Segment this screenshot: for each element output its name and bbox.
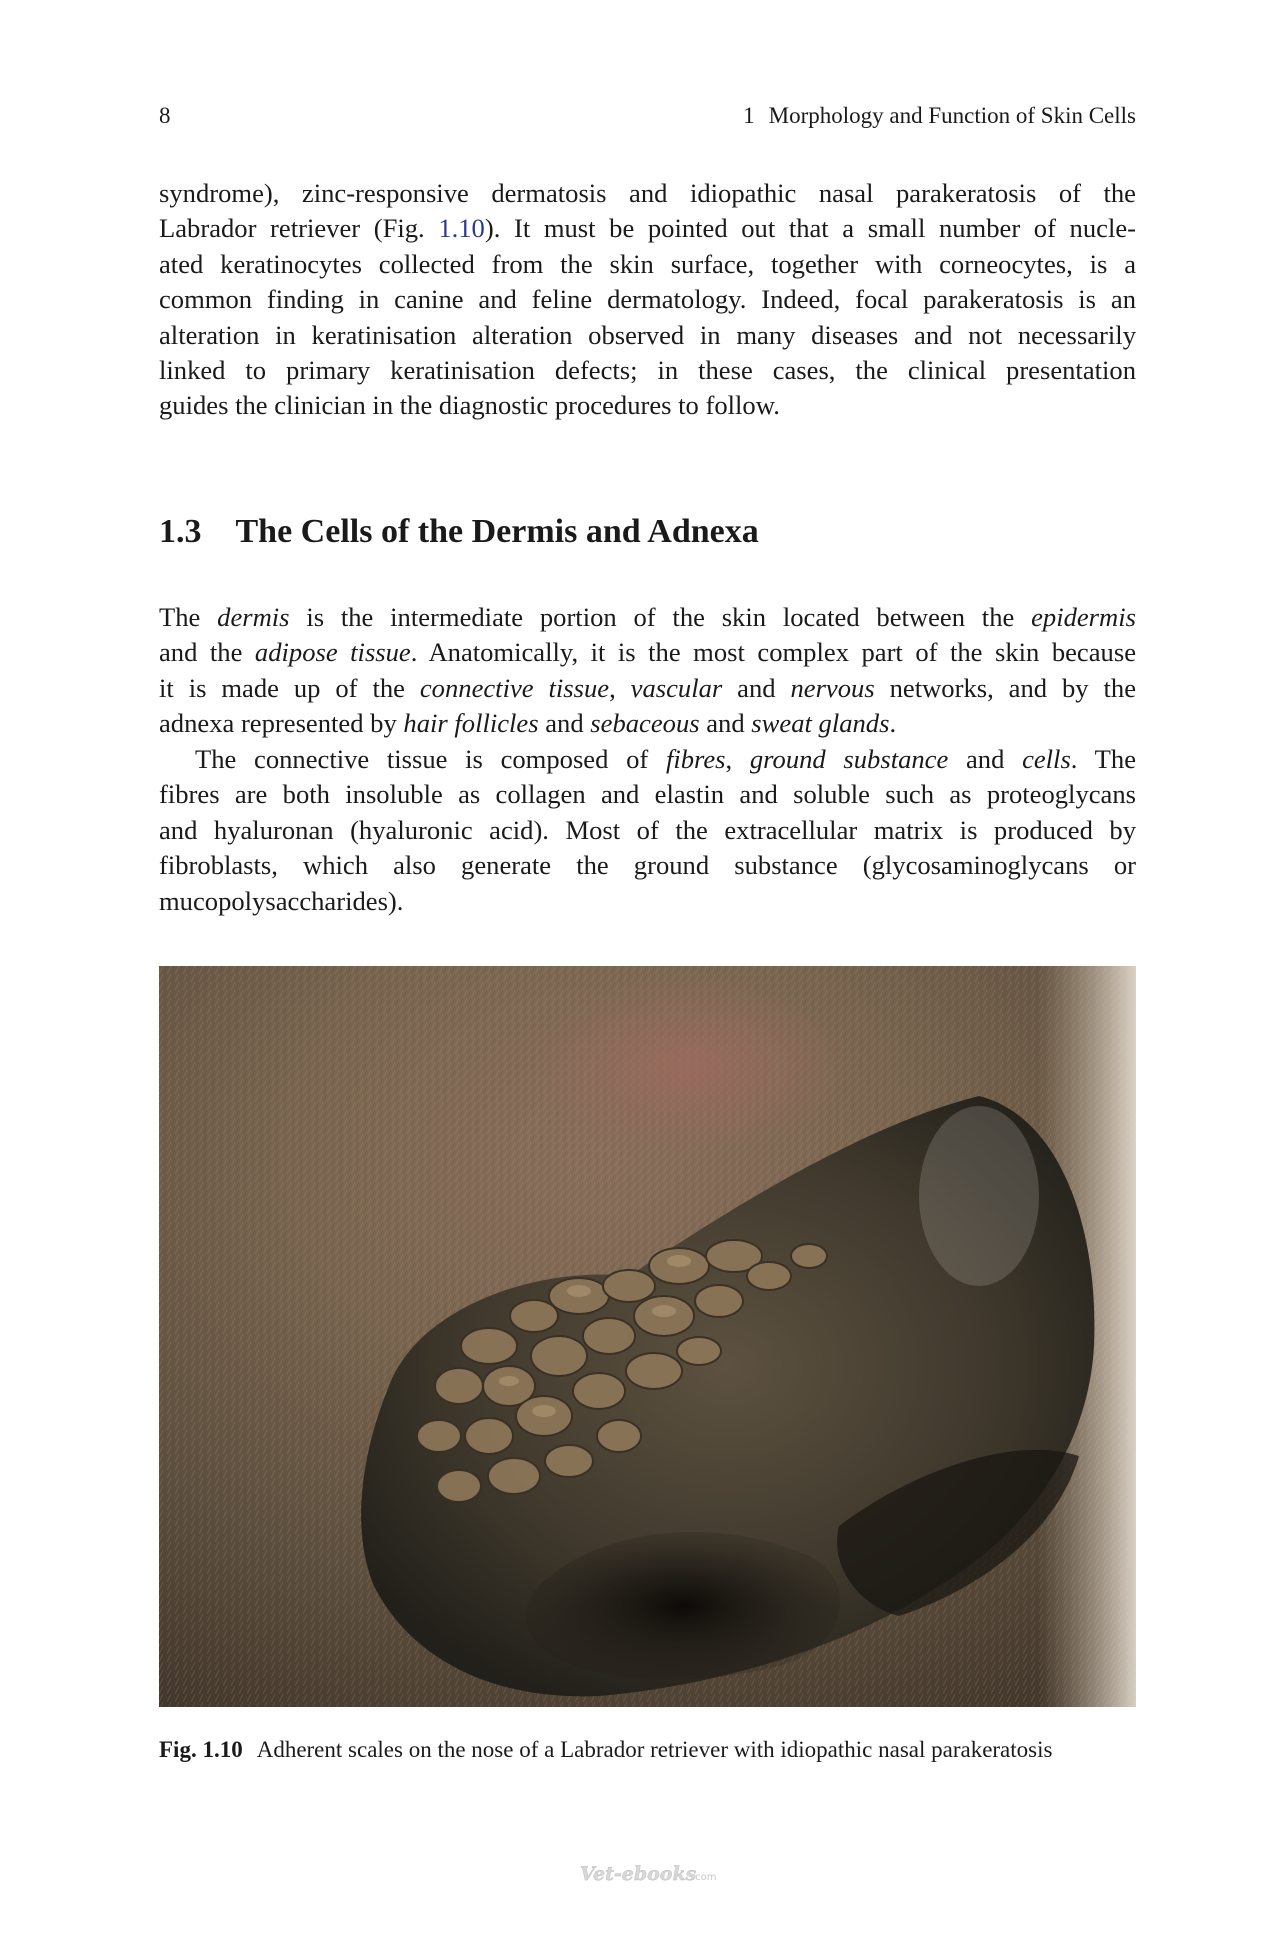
svg-text:Vet-ebooks: Vet-ebooks	[580, 1863, 697, 1885]
section-heading	[159, 510, 759, 554]
section-title: The Cells of the Dermis and Adnexa	[235, 513, 759, 550]
svg-text:.com: .com	[692, 1872, 717, 1883]
section-number: 1.3	[159, 513, 202, 550]
chapter-running-title	[743, 100, 1136, 132]
figure-caption	[159, 1735, 1149, 1765]
text-line: guides the clinician in the diagnostic procedures to follow.	[159, 390, 780, 421]
figure-label: Fig. 1.10	[159, 1737, 243, 1762]
text-line: syndrome), zinc-responsive dermatosis and idiopathic nasal parakeratosis of the	[159, 178, 1136, 208]
text-line: adnexa represented by hair follicles and sebaceous and sweat glands.	[159, 708, 897, 739]
text-line: and the adipose tissue. Anatomically, it is the most complex part of the skin because	[159, 637, 1136, 668]
text-line: alteration in keratinisation alteration observed in many diseases and not necessarily	[159, 319, 1136, 350]
text-line: The connective tissue is composed of fibres, ground substance and cells. The	[195, 744, 1136, 774]
paragraph-intro	[159, 176, 1136, 424]
figure-reference-link[interactable]: 1.10	[438, 213, 485, 244]
text-line: Labrador retriever (Fig. 1.10). It must be pointed out that a small number of nucle-	[159, 213, 1136, 244]
figure-caption-text: Adherent scales on the nose of a Labrador retriever with idiopathic nasal parakeratosis	[256, 1737, 1053, 1762]
figure-photo-nasal-parakeratosis	[159, 966, 1136, 1707]
text-line: it is made up of the connective tissue, vascular and nervous networks, and by the	[159, 672, 1136, 703]
paragraph-dermis	[159, 600, 1136, 742]
watermark-logo	[580, 1858, 720, 1888]
paragraph-connective-tissue	[159, 742, 1136, 919]
running-header	[159, 100, 1136, 132]
text-line: linked to primary keratinisation defects; in these cases, the clinical presentation	[159, 355, 1136, 386]
text-line: common finding in canine and feline dermatology. Indeed, focal parakeratosis is an	[159, 284, 1136, 315]
page-number: 8	[159, 103, 171, 128]
text-line: and hyaluronan (hyaluronic acid). Most of the extracellular matrix is produced by	[159, 814, 1136, 845]
text-line: fibroblasts, which also generate the ground substance (glycosaminoglycans or	[159, 850, 1136, 881]
text-line: fibres are both insoluble as collagen and elastin and soluble such as proteoglycans	[159, 779, 1136, 810]
chapter-title: Morphology and Function of Skin Cells	[768, 103, 1136, 128]
text-line: The dermis is the intermediate portion of the skin located between the epidermis	[159, 602, 1136, 632]
chapter-number: 1	[743, 103, 755, 128]
text-line: ated keratinocytes collected from the skin surface, together with corneocytes, is a	[159, 248, 1136, 279]
text-line: mucopolysaccharides).	[159, 885, 404, 916]
